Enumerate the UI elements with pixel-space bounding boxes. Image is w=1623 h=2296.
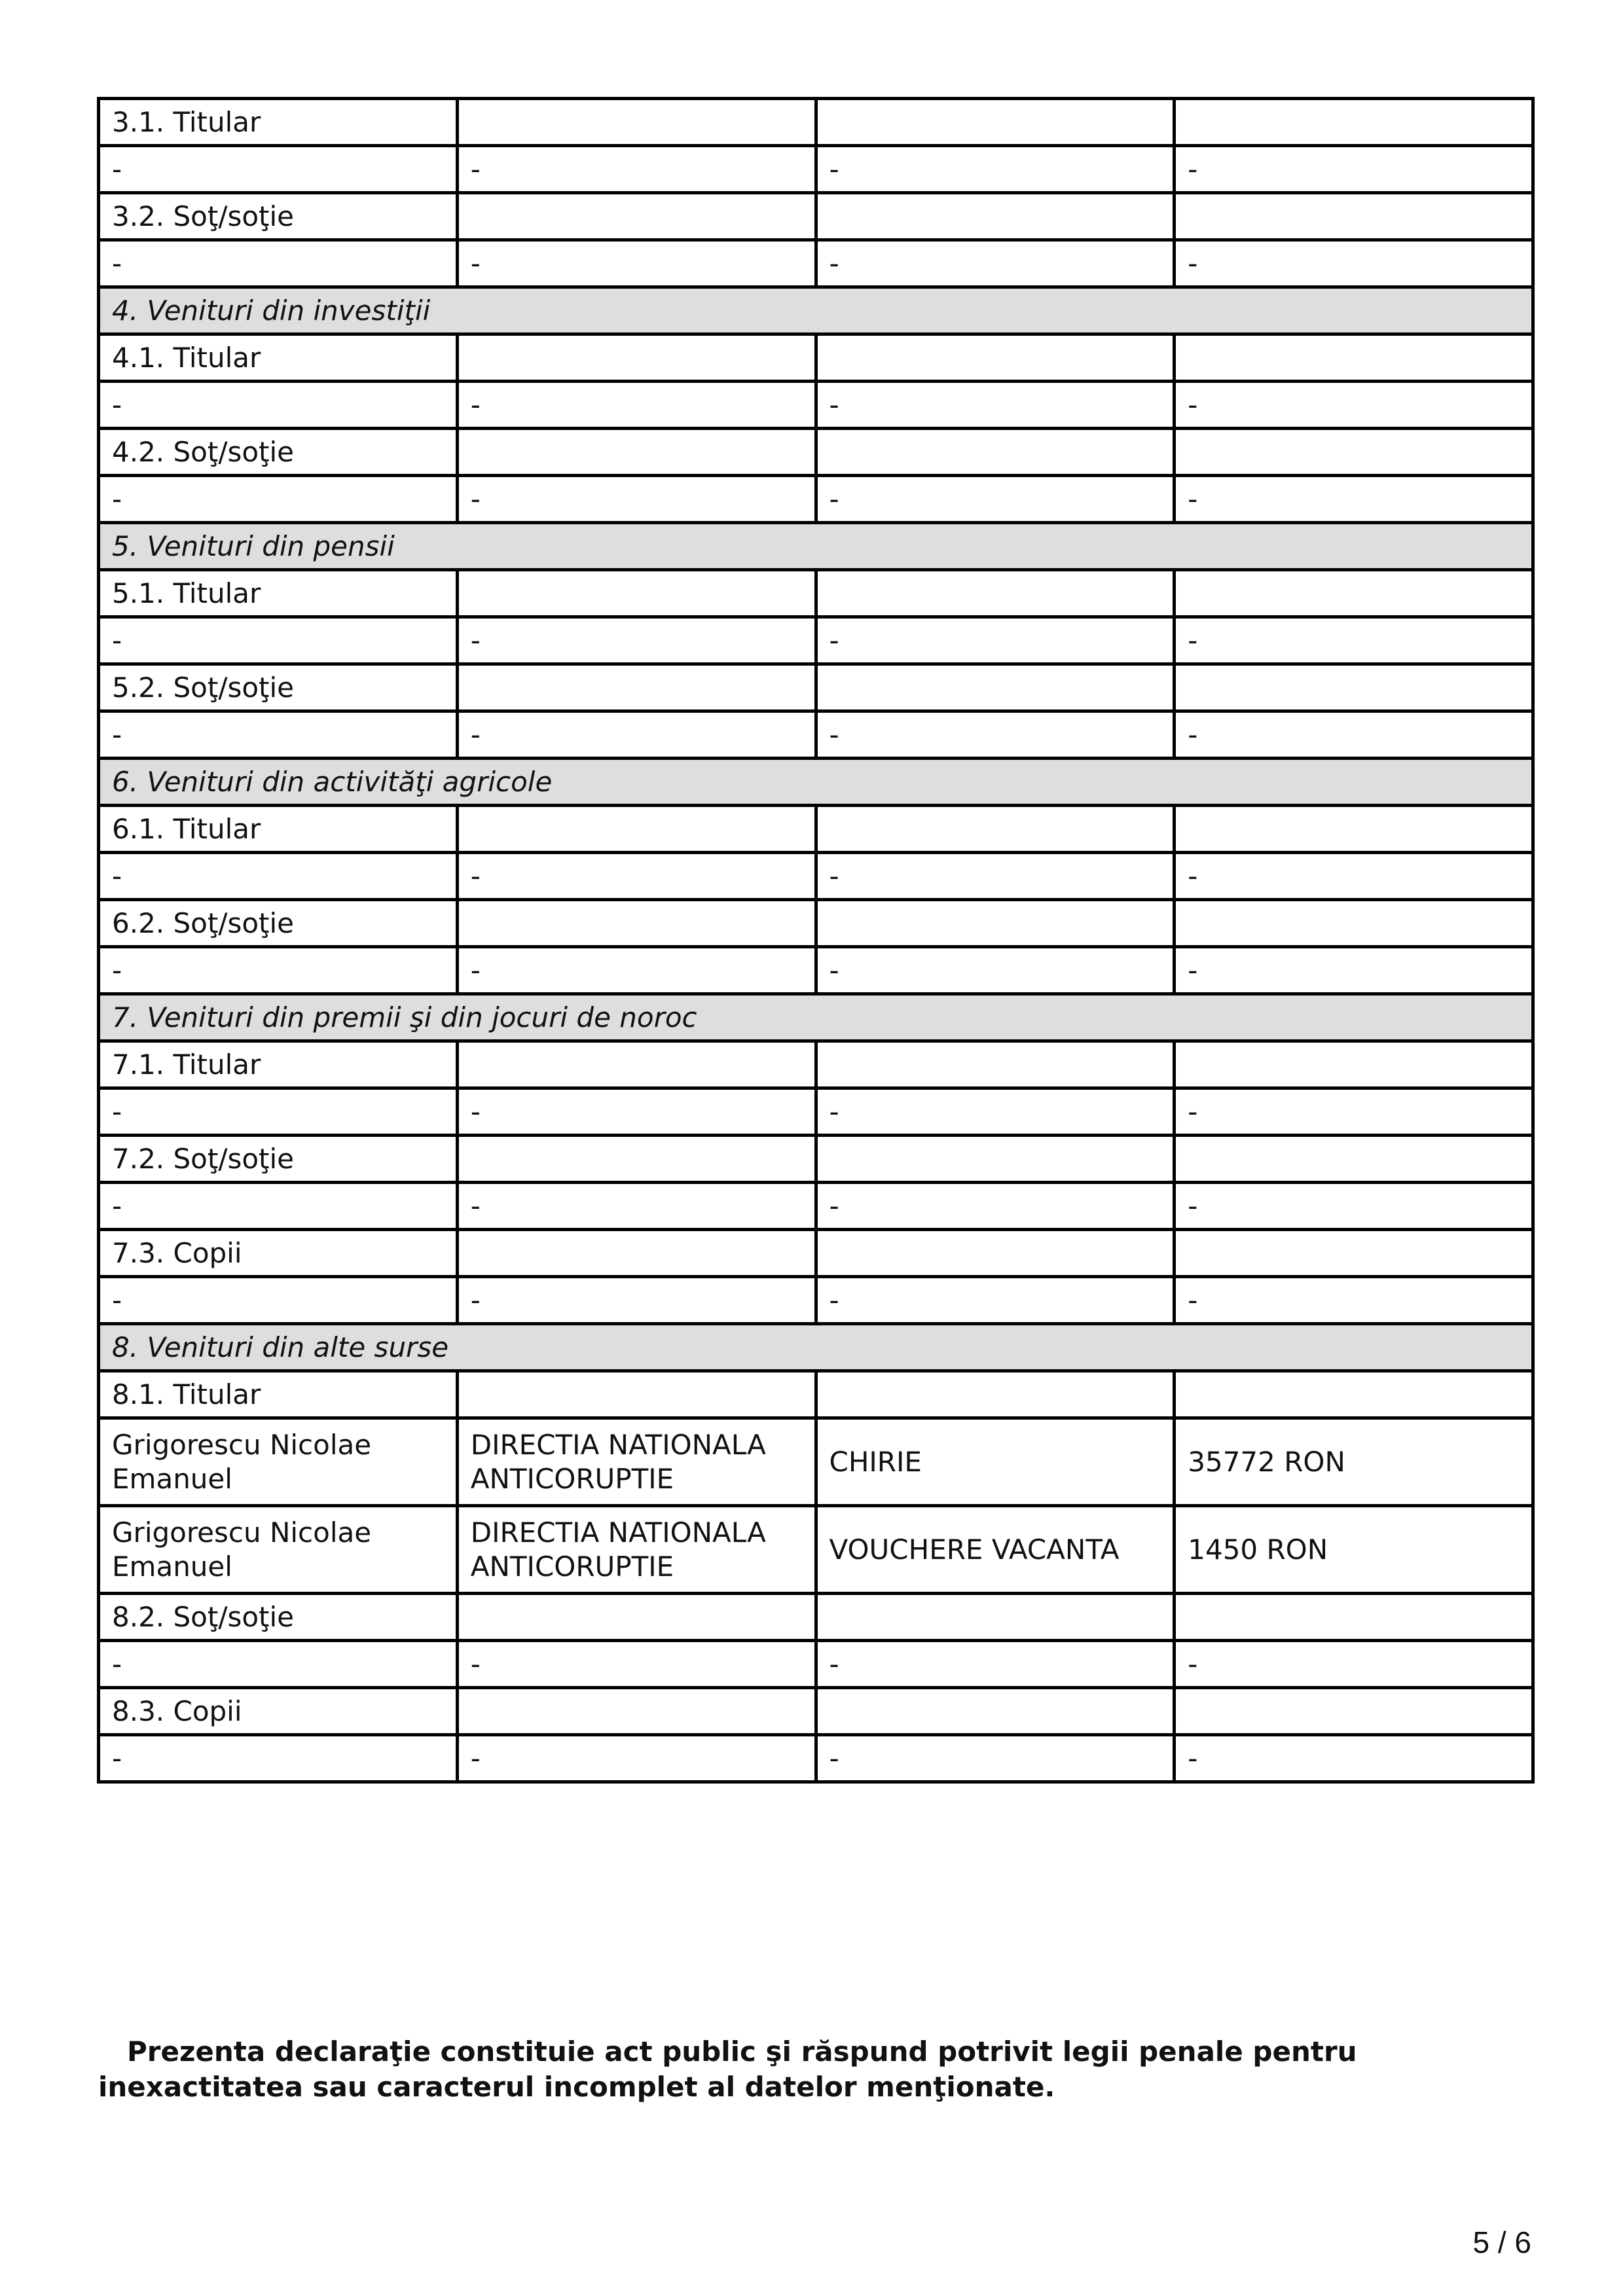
- source-cell: DIRECTIA NATIONALA ANTICORUPTIE: [457, 1506, 816, 1594]
- empty-cell: [457, 664, 816, 711]
- person-category-label: 4.1. Titular: [99, 334, 458, 382]
- amount-cell: -: [1175, 1735, 1533, 1782]
- amount-cell: -: [1175, 1277, 1533, 1324]
- owner-cell: -: [99, 947, 458, 994]
- income-table: [97, 97, 1535, 1784]
- empty-cell: [816, 193, 1175, 240]
- table-row: [99, 146, 1533, 193]
- table-row: [99, 947, 1533, 994]
- person-category-row: [99, 900, 1533, 947]
- source-cell: -: [457, 382, 816, 429]
- service-cell: -: [816, 1183, 1175, 1230]
- amount-cell: -: [1175, 476, 1533, 523]
- service-cell: VOUCHERE VACANTA: [816, 1506, 1175, 1594]
- person-category-label: 3.2. Soţ/soţie: [99, 193, 458, 240]
- source-cell: -: [457, 1088, 816, 1136]
- person-category-label: 5.1. Titular: [99, 570, 458, 617]
- source-cell: -: [457, 617, 816, 664]
- person-category-label: 7.1. Titular: [99, 1041, 458, 1088]
- empty-cell: [1175, 429, 1533, 476]
- amount-cell: -: [1175, 240, 1533, 287]
- empty-cell: [1175, 334, 1533, 382]
- section-heading-row: [99, 523, 1533, 570]
- service-cell: -: [816, 617, 1175, 664]
- owner-cell: -: [99, 382, 458, 429]
- empty-cell: [457, 1136, 816, 1183]
- section-heading: 6. Venituri din activităţi agricole: [99, 759, 1533, 806]
- person-category-row: [99, 806, 1533, 853]
- empty-cell: [816, 1041, 1175, 1088]
- empty-cell: [816, 900, 1175, 947]
- empty-cell: [1175, 1136, 1533, 1183]
- owner-cell: -: [99, 1735, 458, 1782]
- table-row: [99, 1183, 1533, 1230]
- amount-cell: -: [1175, 853, 1533, 900]
- section-heading-row: [99, 287, 1533, 334]
- section-heading: 4. Venituri din investiţii: [99, 287, 1533, 334]
- empty-cell: [816, 806, 1175, 853]
- source-cell: -: [457, 711, 816, 759]
- amount-cell: -: [1175, 617, 1533, 664]
- table-row: [99, 382, 1533, 429]
- source-cell: -: [457, 476, 816, 523]
- person-category-row: [99, 570, 1533, 617]
- amount-cell: 1450 RON: [1175, 1506, 1533, 1594]
- person-category-row: [99, 1688, 1533, 1735]
- person-category-row: [99, 1136, 1533, 1183]
- empty-cell: [457, 570, 816, 617]
- amount-cell: 35772 RON: [1175, 1418, 1533, 1506]
- empty-cell: [1175, 806, 1533, 853]
- empty-cell: [1175, 1371, 1533, 1418]
- empty-cell: [457, 1688, 816, 1735]
- owner-cell: -: [99, 1641, 458, 1688]
- person-category-label: 6.1. Titular: [99, 806, 458, 853]
- amount-cell: -: [1175, 947, 1533, 994]
- table-row: [99, 1641, 1533, 1688]
- table-row: [99, 853, 1533, 900]
- source-cell: -: [457, 146, 816, 193]
- table-row: [99, 711, 1533, 759]
- empty-cell: [816, 334, 1175, 382]
- amount-cell: -: [1175, 1088, 1533, 1136]
- table-row: [99, 1506, 1533, 1594]
- table-row: [99, 617, 1533, 664]
- service-cell: -: [816, 476, 1175, 523]
- empty-cell: [457, 1041, 816, 1088]
- service-cell: -: [816, 1735, 1175, 1782]
- owner-cell: -: [99, 146, 458, 193]
- table-row: [99, 1088, 1533, 1136]
- source-cell: -: [457, 853, 816, 900]
- table-row: [99, 1735, 1533, 1782]
- amount-cell: -: [1175, 1641, 1533, 1688]
- empty-cell: [457, 900, 816, 947]
- empty-cell: [816, 1594, 1175, 1641]
- owner-cell: -: [99, 1277, 458, 1324]
- amount-cell: -: [1175, 146, 1533, 193]
- source-cell: -: [457, 947, 816, 994]
- owner-cell: -: [99, 240, 458, 287]
- empty-cell: [816, 1230, 1175, 1277]
- person-category-row: [99, 1041, 1533, 1088]
- owner-cell: -: [99, 476, 458, 523]
- person-category-row: [99, 1594, 1533, 1641]
- table-row: [99, 476, 1533, 523]
- service-cell: -: [816, 947, 1175, 994]
- empty-cell: [457, 806, 816, 853]
- section-heading-row: [99, 759, 1533, 806]
- empty-cell: [1175, 664, 1533, 711]
- section-heading: 7. Venituri din premii şi din jocuri de noroc: [99, 994, 1533, 1041]
- empty-cell: [1175, 570, 1533, 617]
- empty-cell: [816, 1136, 1175, 1183]
- person-category-row: [99, 1371, 1533, 1418]
- owner-cell: -: [99, 1088, 458, 1136]
- service-cell: -: [816, 240, 1175, 287]
- empty-cell: [816, 1688, 1175, 1735]
- empty-cell: [457, 1371, 816, 1418]
- section-heading: 8. Venituri din alte surse: [99, 1324, 1533, 1371]
- person-category-label: 8.1. Titular: [99, 1371, 458, 1418]
- owner-cell: -: [99, 617, 458, 664]
- empty-cell: [1175, 193, 1533, 240]
- empty-cell: [457, 1230, 816, 1277]
- source-cell: DIRECTIA NATIONALA ANTICORUPTIE: [457, 1418, 816, 1506]
- income-table-body: [99, 99, 1533, 1782]
- person-category-label: 5.2. Soţ/soţie: [99, 664, 458, 711]
- empty-cell: [457, 1594, 816, 1641]
- person-category-label: 8.3. Copii: [99, 1688, 458, 1735]
- owner-cell: Grigorescu Nicolae Emanuel: [99, 1506, 458, 1594]
- service-cell: -: [816, 1277, 1175, 1324]
- empty-cell: [1175, 1230, 1533, 1277]
- empty-cell: [816, 570, 1175, 617]
- empty-cell: [816, 664, 1175, 711]
- service-cell: -: [816, 146, 1175, 193]
- source-cell: -: [457, 1277, 816, 1324]
- amount-cell: -: [1175, 1183, 1533, 1230]
- empty-cell: [1175, 1041, 1533, 1088]
- service-cell: CHIRIE: [816, 1418, 1175, 1506]
- table-row: [99, 1277, 1533, 1324]
- empty-cell: [1175, 1688, 1533, 1735]
- service-cell: -: [816, 711, 1175, 759]
- empty-cell: [1175, 900, 1533, 947]
- empty-cell: [457, 334, 816, 382]
- person-category-label: 6.2. Soţ/soţie: [99, 900, 458, 947]
- amount-cell: -: [1175, 711, 1533, 759]
- source-cell: -: [457, 1735, 816, 1782]
- service-cell: -: [816, 1641, 1175, 1688]
- owner-cell: -: [99, 711, 458, 759]
- section-heading-row: [99, 1324, 1533, 1371]
- person-category-label: 7.3. Copii: [99, 1230, 458, 1277]
- person-category-row: [99, 193, 1533, 240]
- service-cell: -: [816, 1088, 1175, 1136]
- person-category-row: [99, 1230, 1533, 1277]
- person-category-row: [99, 99, 1533, 146]
- page-number: 5 / 6: [1472, 2225, 1531, 2259]
- owner-cell: -: [99, 1183, 458, 1230]
- source-cell: -: [457, 1641, 816, 1688]
- section-heading-row: [99, 994, 1533, 1041]
- empty-cell: [816, 99, 1175, 146]
- owner-cell: -: [99, 853, 458, 900]
- person-category-row: [99, 334, 1533, 382]
- section-heading: 5. Venituri din pensii: [99, 523, 1533, 570]
- source-cell: -: [457, 240, 816, 287]
- table-row: [99, 240, 1533, 287]
- empty-cell: [1175, 1594, 1533, 1641]
- empty-cell: [1175, 99, 1533, 146]
- person-category-row: [99, 664, 1533, 711]
- owner-cell: Grigorescu Nicolae Emanuel: [99, 1418, 458, 1506]
- person-category-row: [99, 429, 1533, 476]
- empty-cell: [816, 1371, 1175, 1418]
- service-cell: -: [816, 382, 1175, 429]
- person-category-label: 3.1. Titular: [99, 99, 458, 146]
- empty-cell: [457, 99, 816, 146]
- amount-cell: -: [1175, 382, 1533, 429]
- person-category-label: 8.2. Soţ/soţie: [99, 1594, 458, 1641]
- empty-cell: [457, 429, 816, 476]
- declaration-statement: Prezenta declaraţie constituie act public şi răspund potrivit legii penale pentru inexactitatea sau caracterul incomplet al datelor menţionate.: [98, 2036, 1357, 2103]
- person-category-label: 7.2. Soţ/soţie: [99, 1136, 458, 1183]
- service-cell: -: [816, 853, 1175, 900]
- empty-cell: [816, 429, 1175, 476]
- source-cell: -: [457, 1183, 816, 1230]
- empty-cell: [457, 193, 816, 240]
- table-row: [99, 1418, 1533, 1506]
- person-category-label: 4.2. Soţ/soţie: [99, 429, 458, 476]
